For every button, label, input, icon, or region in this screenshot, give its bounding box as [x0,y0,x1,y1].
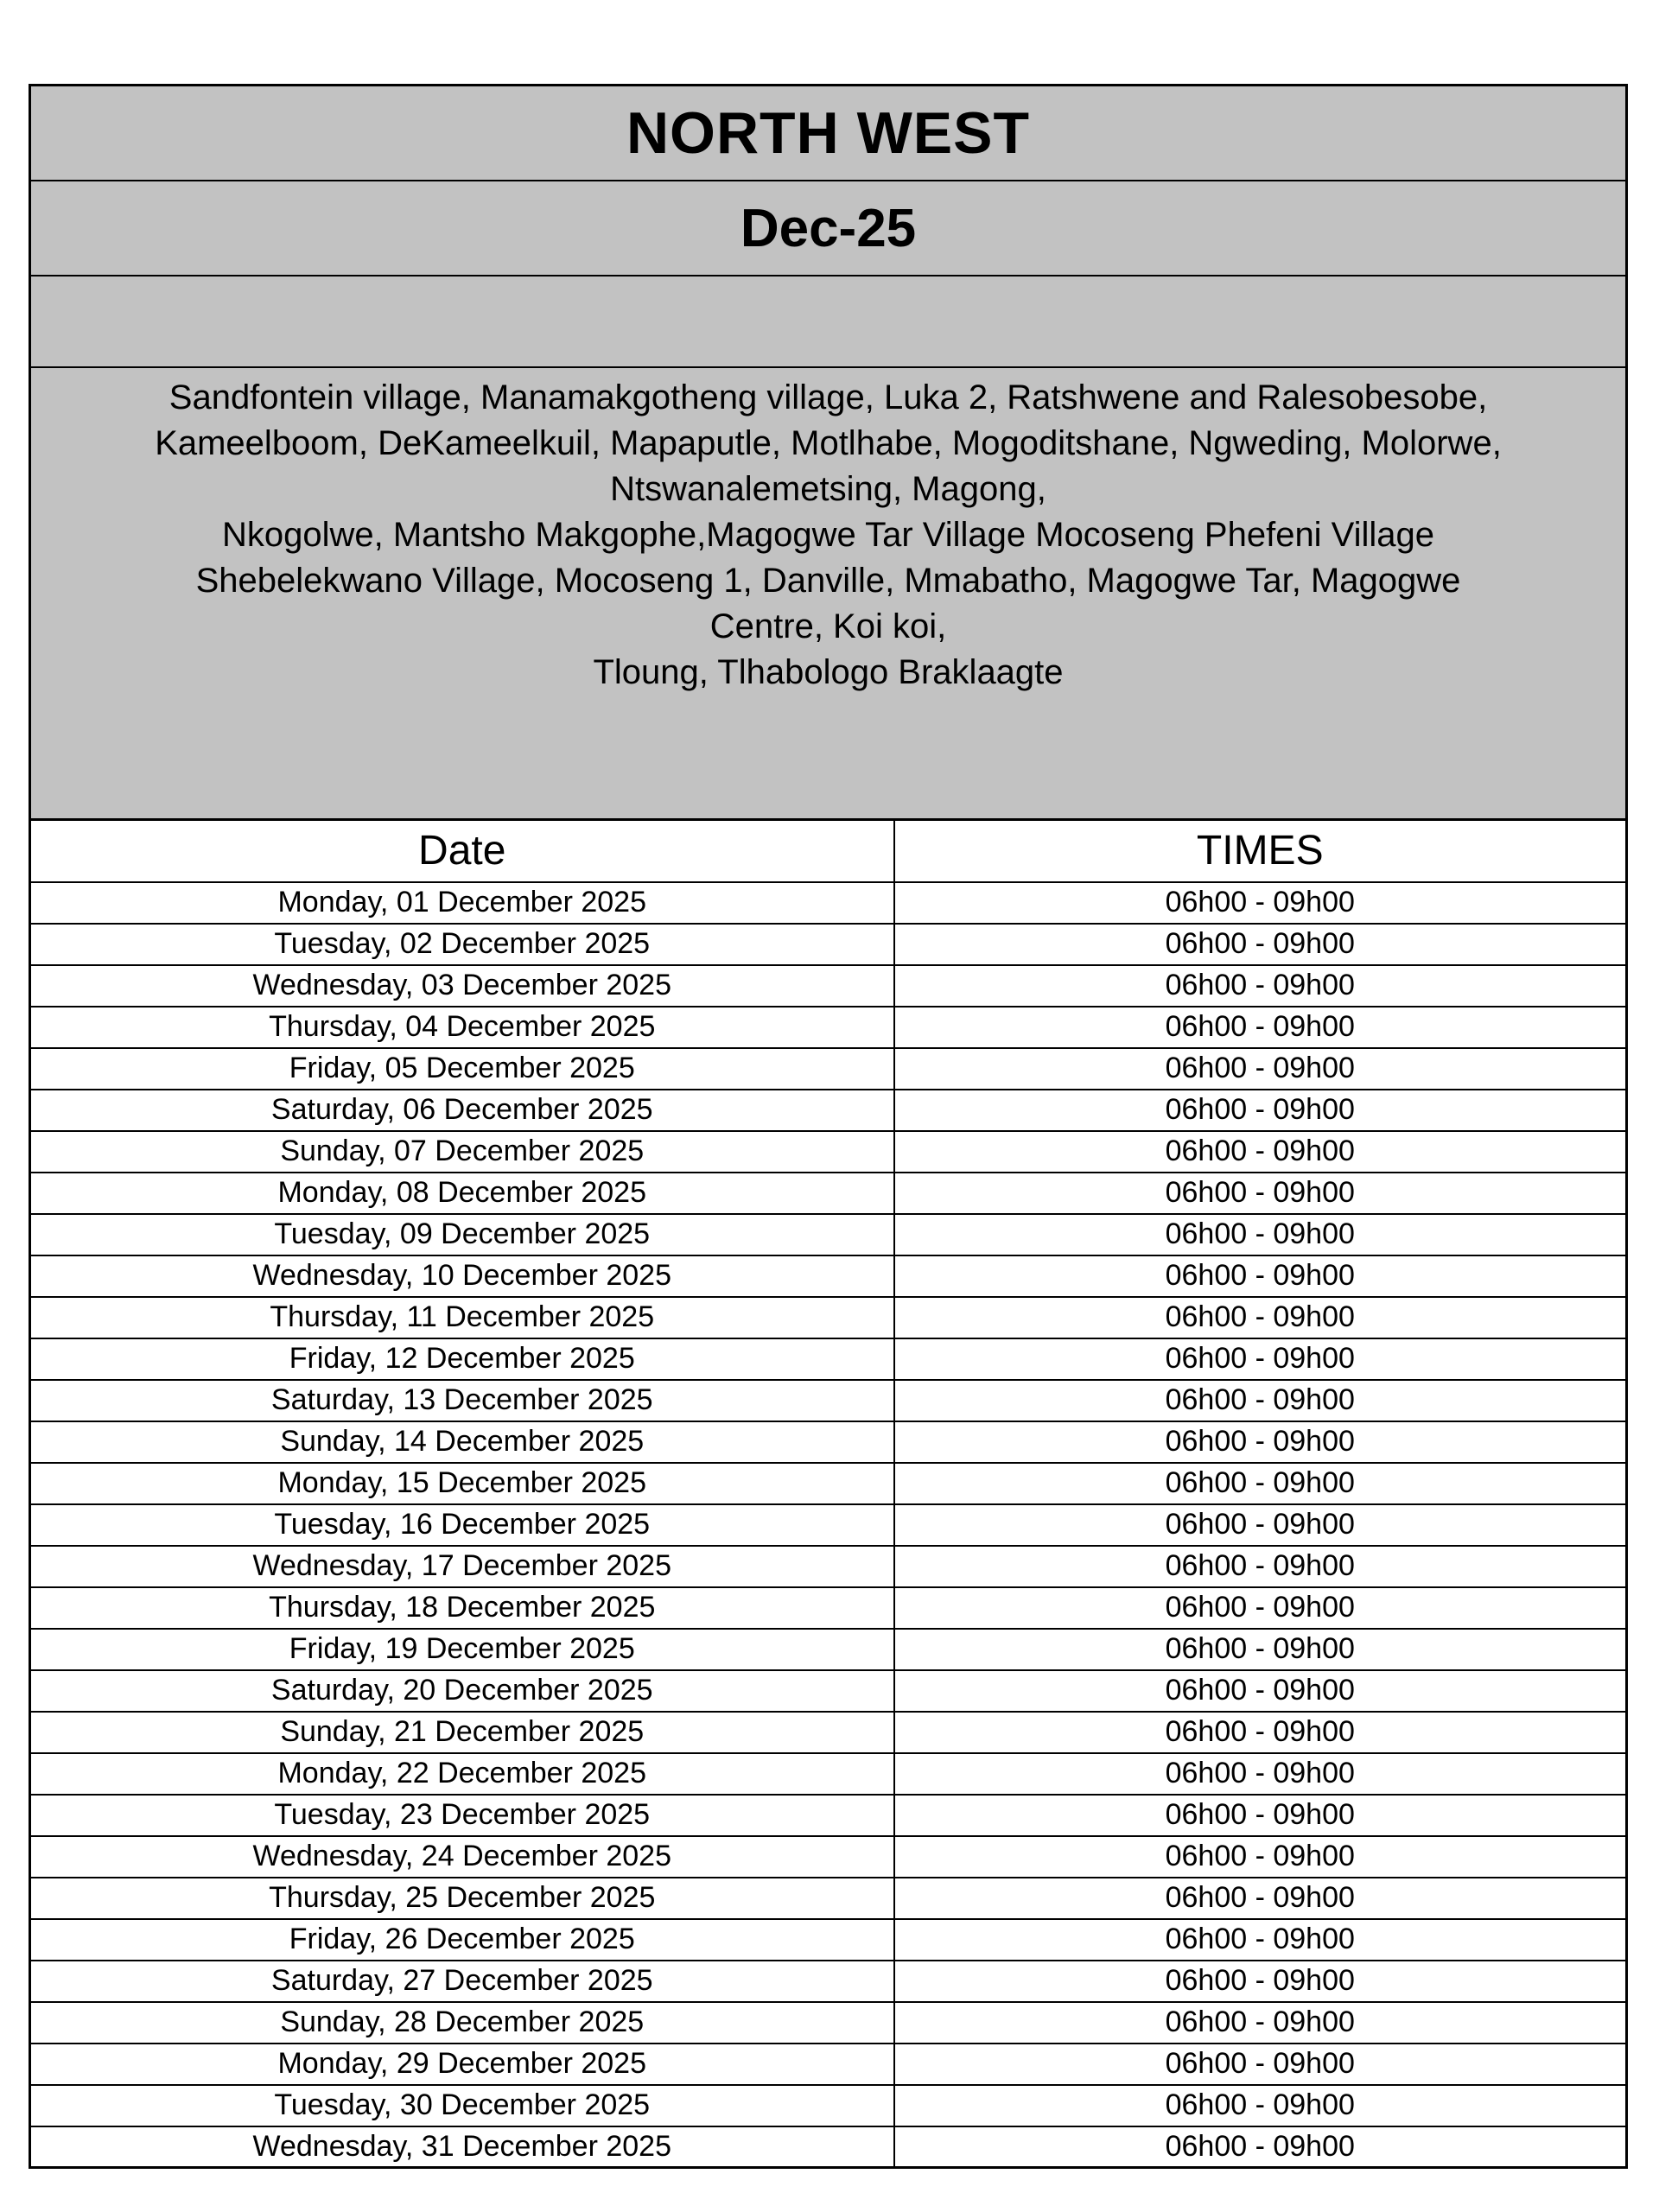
schedule-row [30,2085,1627,2126]
date-column-header: Date [30,820,894,882]
areas-line: Kameelboom, DeKameelkuil, Mapaputle, Motlhabe, Mogoditshane, Ngweding, Molorwe, [155,424,1502,462]
areas-line: Centre, Koi koi, [709,607,947,645]
schedule-row [30,1753,1627,1795]
areas-line: Tloung, Tlhabologo Braklaagte [593,653,1064,691]
date-cell: Wednesday, 03 December 2025 [30,965,894,1007]
schedule-row [30,1173,1627,1214]
date-cell: Saturday, 13 December 2025 [30,1380,894,1421]
schedule-row [30,1131,1627,1173]
date-cell: Sunday, 07 December 2025 [30,1131,894,1173]
times-cell: 06h00 - 09h00 [894,1961,1627,2002]
times-cell: 06h00 - 09h00 [894,1878,1627,1919]
schedule-row [30,2126,1627,2168]
times-cell: 06h00 - 09h00 [894,2002,1627,2044]
schedule-row [30,1919,1627,1961]
areas-line: Shebelekwano Village, Mocoseng 1, Danville, Mmabatho, Magogwe Tar, Magogwe [195,562,1461,600]
schedule-row [30,1007,1627,1048]
header-panel [29,84,1628,818]
date-cell: Monday, 15 December 2025 [30,1463,894,1504]
date-cell: Thursday, 18 December 2025 [30,1587,894,1629]
region-title: NORTH WEST [626,100,1031,166]
times-cell: 06h00 - 09h00 [894,1795,1627,1836]
schedule-row [30,1961,1627,2002]
times-cell: 06h00 - 09h00 [894,1836,1627,1878]
times-cell: 06h00 - 09h00 [894,1007,1627,1048]
times-cell: 06h00 - 09h00 [894,1919,1627,1961]
times-cell: 06h00 - 09h00 [894,965,1627,1007]
date-cell: Monday, 08 December 2025 [30,1173,894,1214]
schedule-row [30,2002,1627,2044]
times-cell: 06h00 - 09h00 [894,1255,1627,1297]
schedule-row [30,1048,1627,1090]
times-cell: 06h00 - 09h00 [894,924,1627,965]
date-cell: Tuesday, 09 December 2025 [30,1214,894,1255]
date-cell: Saturday, 20 December 2025 [30,1670,894,1712]
date-cell: Sunday, 14 December 2025 [30,1421,894,1463]
schedule-row [30,1878,1627,1919]
date-cell: Tuesday, 16 December 2025 [30,1504,894,1546]
schedule-row [30,882,1627,924]
month-label: Dec-25 [31,180,1625,275]
times-cell: 06h00 - 09h00 [894,1173,1627,1214]
schedule-row [30,2044,1627,2085]
date-cell: Tuesday, 23 December 2025 [30,1795,894,1836]
times-cell: 06h00 - 09h00 [894,1380,1627,1421]
date-cell: Friday, 26 December 2025 [30,1919,894,1961]
times-cell: 06h00 - 09h00 [894,1670,1627,1712]
times-cell: 06h00 - 09h00 [894,1048,1627,1090]
date-cell: Monday, 29 December 2025 [30,2044,894,2085]
header-spacer [31,275,1625,366]
times-cell: 06h00 - 09h00 [894,1712,1627,1753]
schedule-row [30,965,1627,1007]
date-cell: Thursday, 04 December 2025 [30,1007,894,1048]
times-cell: 06h00 - 09h00 [894,1214,1627,1255]
schedule-row [30,1338,1627,1380]
date-cell: Sunday, 21 December 2025 [30,1712,894,1753]
areas-list [31,366,1625,813]
date-cell: Monday, 22 December 2025 [30,1753,894,1795]
times-cell: 06h00 - 09h00 [894,1297,1627,1338]
date-cell: Wednesday, 17 December 2025 [30,1546,894,1587]
date-cell: Wednesday, 31 December 2025 [30,2126,894,2168]
date-cell: Monday, 01 December 2025 [30,882,894,924]
schedule-row [30,1463,1627,1504]
date-cell: Saturday, 06 December 2025 [30,1090,894,1131]
times-cell: 06h00 - 09h00 [894,1629,1627,1670]
times-cell: 06h00 - 09h00 [894,1090,1627,1131]
date-cell: Saturday, 27 December 2025 [30,1961,894,2002]
date-cell: Tuesday, 02 December 2025 [30,924,894,965]
times-cell: 06h00 - 09h00 [894,2085,1627,2126]
times-cell: 06h00 - 09h00 [894,1753,1627,1795]
date-cell: Friday, 19 December 2025 [30,1629,894,1670]
date-cell: Thursday, 25 December 2025 [30,1878,894,1919]
times-cell: 06h00 - 09h00 [894,1587,1627,1629]
schedule-row [30,1504,1627,1546]
times-cell: 06h00 - 09h00 [894,1421,1627,1463]
schedule-row [30,1629,1627,1670]
schedule-row [30,1214,1627,1255]
table-header-row [30,820,1627,882]
times-cell: 06h00 - 09h00 [894,2044,1627,2085]
schedule-row [30,1297,1627,1338]
schedule-row [30,1380,1627,1421]
date-cell: Friday, 12 December 2025 [30,1338,894,1380]
times-cell: 06h00 - 09h00 [894,1504,1627,1546]
areas-line: Nkogolwe, Mantsho Makgophe,Magogwe Tar Village Mocoseng Phefeni Village [221,516,1435,554]
times-cell: 06h00 - 09h00 [894,1463,1627,1504]
schedule-row [30,1090,1627,1131]
schedule-row [30,1712,1627,1753]
schedule-row [30,1546,1627,1587]
schedule-row [30,1795,1627,1836]
date-cell: Tuesday, 30 December 2025 [30,2085,894,2126]
schedule-row [30,1255,1627,1297]
times-cell: 06h00 - 09h00 [894,2126,1627,2168]
times-cell: 06h00 - 09h00 [894,1131,1627,1173]
times-column-header: TIMES [894,820,1627,882]
times-cell: 06h00 - 09h00 [894,1338,1627,1380]
date-cell: Wednesday, 10 December 2025 [30,1255,894,1297]
schedule-row [30,1421,1627,1463]
schedule-row [30,924,1627,965]
date-cell: Friday, 05 December 2025 [30,1048,894,1090]
areas-line: Ntswanalemetsing, Magong, [610,470,1046,508]
schedule-row [30,1670,1627,1712]
schedule-row [30,1587,1627,1629]
times-cell: 06h00 - 09h00 [894,1546,1627,1587]
date-cell: Sunday, 28 December 2025 [30,2002,894,2044]
schedule-row [30,1836,1627,1878]
areas-line: Sandfontein village, Manamakgotheng village, Luka 2, Ratshwene and Ralesobesobe, [168,378,1488,416]
date-cell: Wednesday, 24 December 2025 [30,1836,894,1878]
schedule-table [29,818,1628,2169]
date-cell: Thursday, 11 December 2025 [30,1297,894,1338]
times-cell: 06h00 - 09h00 [894,882,1627,924]
